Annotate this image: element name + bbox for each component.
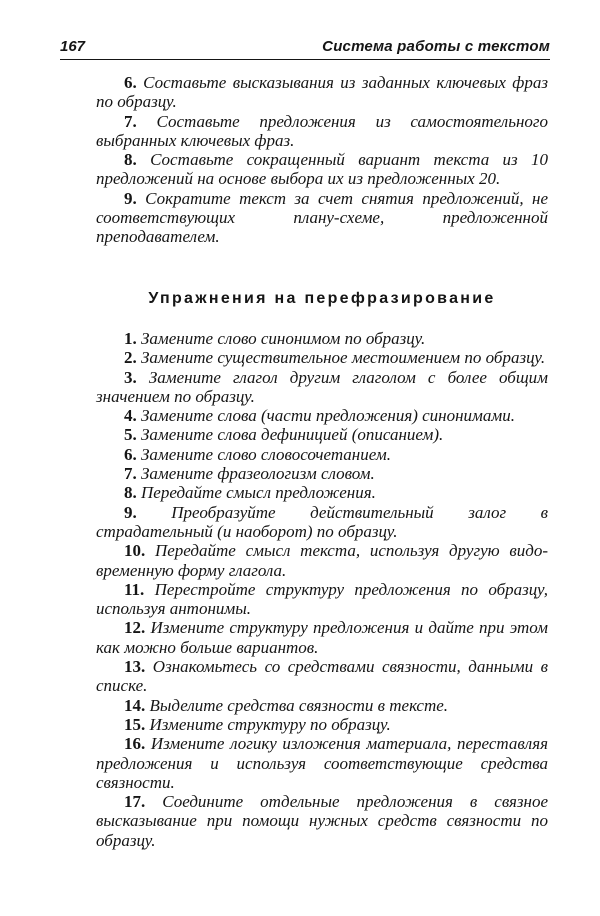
item-text: Измените структуру предложения и дайте при этом как можно больше вариантов.	[96, 618, 548, 657]
item-text: Составьте сокращенный вариант текста из 10 предложений на основе выбора их из предложенных 20.	[96, 150, 549, 189]
item-number: 6.	[124, 444, 137, 464]
item-text: Передайте смысл предложения.	[141, 483, 376, 503]
item-number: 13.	[124, 657, 146, 677]
item-number: 7.	[124, 111, 137, 131]
list-item	[96, 541, 548, 580]
list-item	[96, 734, 548, 792]
list-item	[96, 696, 548, 715]
item-text: Соедините отдельные предложения в связное высказывание при помощи нужных средств связности по образцу.	[96, 792, 548, 850]
item-text: Передайте смысл текста, используя другую видо-временную форму глагола.	[96, 541, 548, 580]
list-item	[96, 657, 548, 696]
list-item	[96, 112, 548, 151]
list-item	[96, 406, 548, 425]
list-item	[96, 464, 548, 483]
list-item	[96, 189, 548, 247]
item-text: Преобразуйте действительный залог в страдательный (и наоборот) по образцу.	[96, 502, 548, 541]
item-text: Измените структуру по образцу.	[149, 714, 391, 734]
page-number: 167	[60, 38, 86, 55]
running-title: Система работы с текстом	[322, 38, 550, 55]
list-item	[96, 368, 548, 407]
item-number: 4.	[124, 406, 137, 426]
list-item	[96, 580, 548, 619]
item-text: Замените глагол другим глаголом с более общим значением по образцу.	[96, 367, 549, 406]
list-item	[96, 503, 548, 542]
item-number: 1.	[124, 329, 137, 348]
item-number: 5.	[124, 425, 137, 445]
list-item	[96, 425, 548, 444]
item-number: 12.	[124, 618, 146, 638]
page-header	[60, 38, 550, 60]
item-text: Замените фразеологизм словом.	[141, 464, 375, 484]
item-number: 10.	[124, 541, 146, 561]
list-item	[96, 150, 548, 189]
item-number: 7.	[124, 464, 137, 484]
list-item	[96, 715, 548, 734]
item-number: 11.	[124, 579, 145, 599]
item-number: 15.	[124, 714, 146, 734]
exercise-list-top	[96, 73, 548, 247]
item-text: Замените существительное местоимением по образцу.	[141, 348, 546, 368]
list-item	[96, 483, 548, 502]
exercise-list-bottom	[96, 329, 548, 850]
list-item	[96, 348, 548, 367]
item-text: Сократите текст за счет снятия предложений, не соответствующих плану-схеме, предложенной преподавателем.	[96, 188, 548, 247]
item-number: 8.	[124, 150, 137, 170]
item-text: Составьте предложения из самостоятельного выбранных ключевых фраз.	[96, 111, 549, 150]
item-text: Выделите средства связности в тексте.	[149, 695, 449, 715]
item-text: Замените слова дефиницией (описанием).	[141, 425, 444, 445]
item-number: 9.	[124, 188, 137, 208]
item-number: 3.	[124, 367, 137, 387]
item-text: Составьте высказывания из заданных ключевых фраз по образцу.	[96, 73, 549, 112]
item-number: 14.	[124, 695, 146, 715]
item-text: Замените слово словосочетанием.	[141, 444, 391, 464]
item-text: Замените слово синонимом по образцу.	[141, 329, 426, 348]
item-number: 9.	[124, 502, 137, 522]
item-text: Измените логику изложения материала, переставляя предложения и используя соответствующие средства связности.	[96, 734, 549, 792]
item-number: 6.	[124, 73, 137, 92]
list-item	[96, 73, 548, 112]
list-item	[96, 792, 548, 850]
item-number: 16.	[124, 734, 146, 754]
item-number: 2.	[124, 348, 137, 368]
item-text: Ознакомьтесь со средствами связности, данными в списке.	[96, 657, 549, 696]
item-number: 17.	[124, 792, 146, 812]
item-text: Перестройте структуру предложения по образцу, используя антонимы.	[96, 579, 548, 619]
section-heading: Упражнения на перефразирование	[148, 290, 496, 307]
list-item	[96, 445, 548, 464]
list-item	[96, 618, 548, 657]
list-item	[96, 329, 548, 348]
item-text: Замените слова (части предложения) синонимами.	[141, 406, 515, 426]
item-number: 8.	[124, 483, 137, 503]
